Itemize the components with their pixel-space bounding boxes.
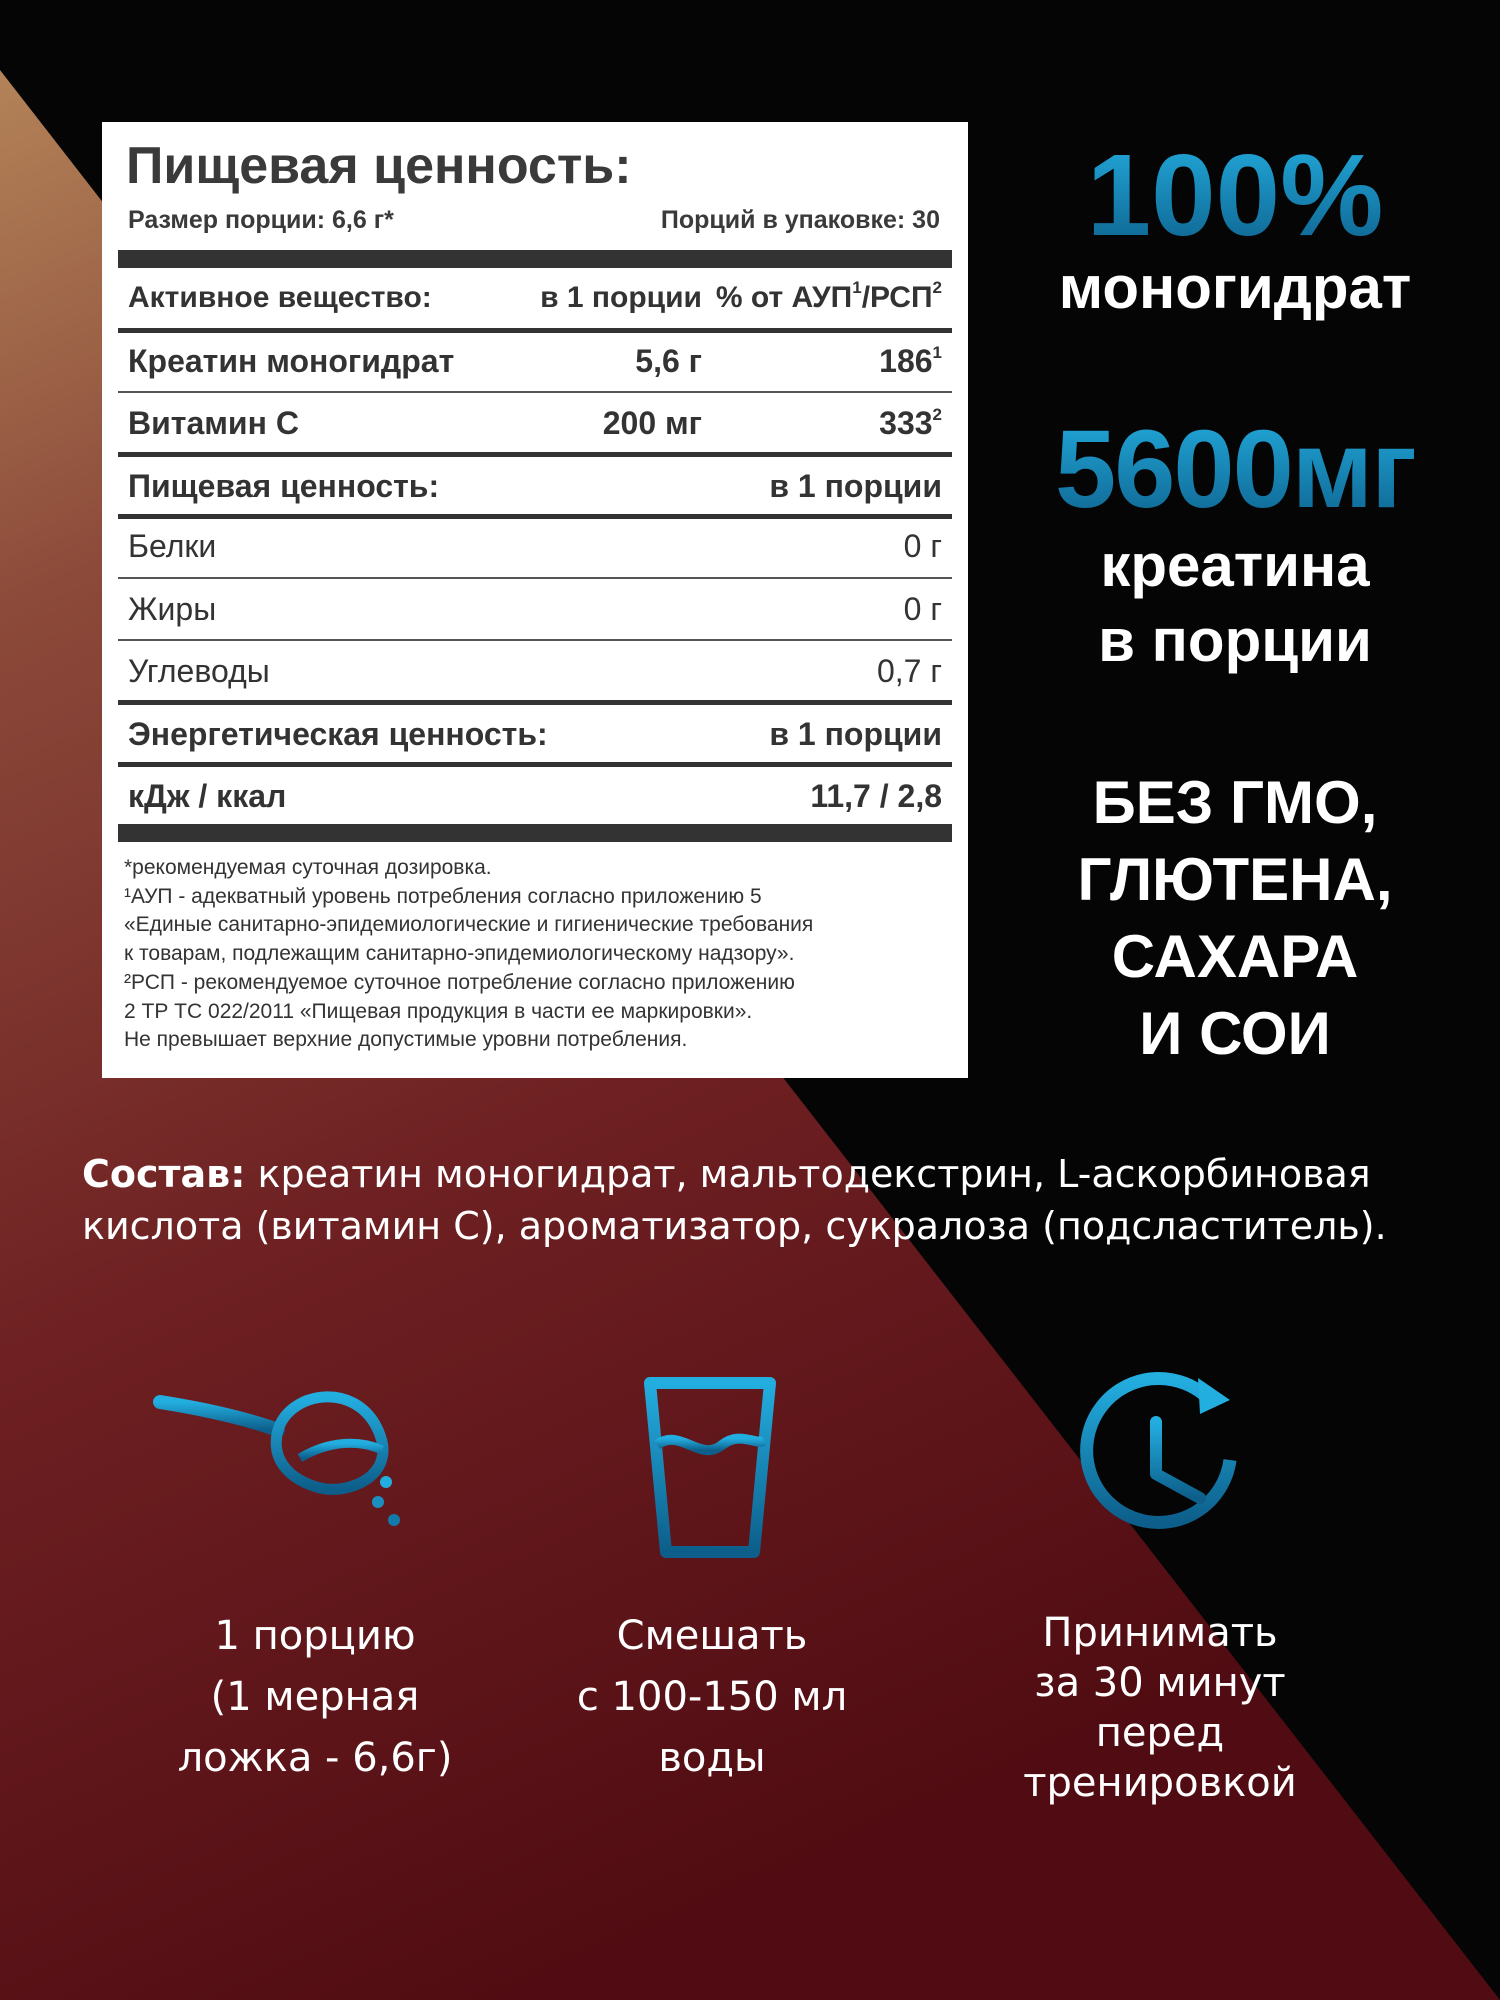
row-name: Белки (128, 528, 217, 564)
table-row (128, 641, 942, 701)
active-header-percent: % от АУП$^1$/РСП$^2$ (715, 278, 942, 314)
row-name: Углеводы (128, 653, 270, 689)
step-caption-3 (980, 1608, 1340, 1808)
free-from-item: ГЛЮТЕНА, (1077, 846, 1393, 913)
free-from-item: БЕЗ ГМО, (1092, 769, 1378, 836)
caption-line: тренировкой (1023, 1760, 1297, 1806)
step-caption-2 (532, 1606, 892, 1789)
energy-header-name: Энергетическая ценность: (128, 716, 548, 752)
composition-text: креатин моногидрат, мальтодекстрин, L-аскорбиновая кислота (витамин С), ароматизатор, сукралоза (подсластитель). (82, 1152, 1387, 1248)
step-caption-1 (135, 1606, 495, 1789)
table-row (128, 393, 942, 453)
scoop-icon (150, 1370, 410, 1550)
servings-per-pack: Порций в упаковке: 30 (660, 206, 940, 234)
divider-bar (118, 824, 952, 842)
dose-claim: 5600мг (990, 405, 1480, 535)
caption-line: перед (1095, 1710, 1225, 1756)
free-from-item: И СОИ (1139, 1000, 1331, 1067)
value-header-row (128, 456, 942, 516)
energy-header-row (128, 704, 942, 764)
footnote: ²РСП - рекомендуемое суточное потребление согласно приложению (124, 970, 795, 994)
active-header-name: Активное вещество: (128, 281, 432, 314)
energy-row (128, 766, 942, 826)
value-header-per-serving: в 1 порции (769, 468, 942, 504)
caption-line: воды (658, 1735, 766, 1781)
footnote: «Единые санитарно-эпидемиологические и гигиенические требования (124, 913, 814, 937)
energy-header-per-serving: в 1 порции (769, 716, 942, 752)
percent-claim: 100% (990, 130, 1480, 260)
dose-label-1: креатина (1100, 532, 1370, 599)
row-amount: 0 г (903, 591, 942, 627)
table-row (128, 331, 942, 391)
clock-icon (1070, 1370, 1250, 1550)
row-percent: $186^1$ (879, 343, 942, 379)
caption-line: (1 мерная (210, 1674, 420, 1720)
caption-line: 1 порцию (214, 1613, 416, 1659)
glass-of-water-icon (640, 1375, 780, 1560)
caption-line: Принимать (1042, 1610, 1278, 1656)
row-amount: 5,6 г (635, 343, 702, 379)
row-name: Креатин моногидрат (128, 343, 455, 379)
caption-line: Смешать (616, 1613, 808, 1659)
row-amount: 200 мг (602, 405, 702, 441)
footnote: 2 ТР ТС 022/2011 «Пищевая продукция в части ее маркировки». (124, 999, 753, 1023)
row-amount: 11,7 / 2,8 (810, 778, 942, 814)
footnote: ¹АУП - адекватный уровень потребления согласно приложению 5 (124, 884, 762, 908)
table-row (128, 579, 942, 639)
caption-line: за 30 минут (1034, 1660, 1286, 1706)
panel-title: Пищевая ценность: (126, 137, 632, 195)
divider-bar (118, 250, 952, 268)
active-header-per-serving: в 1 порции (540, 281, 702, 314)
footnote: Не превышает верхние допустимые уровни потребления. (124, 1028, 688, 1052)
row-amount: 0,7 г (876, 653, 942, 689)
row-percent: $333^2$ (879, 405, 942, 441)
footnotes (124, 854, 954, 1055)
free-from-item: САХАРА (1111, 923, 1359, 990)
footnote: *рекомендуемая суточная дозировка. (124, 856, 492, 879)
footnote: к товарам, подлежащим санитарно-эпидемиологическому надзору». (124, 942, 795, 966)
table-row (128, 516, 942, 576)
row-name: кДж / ккал (128, 778, 287, 814)
row-amount: 0 г (903, 528, 942, 564)
row-name: Жиры (128, 591, 217, 627)
caption-line: ложка - 6,6г) (177, 1735, 453, 1781)
composition-label: Состав: (82, 1152, 246, 1196)
serving-size: Размер порции: 6,6 г* (128, 206, 394, 234)
value-header-name: Пищевая ценность: (128, 468, 440, 504)
caption-line: с 100-150 мл (576, 1674, 848, 1720)
percent-label: моногидрат (1058, 254, 1412, 321)
composition (82, 1148, 1462, 1252)
row-name: Витамин С (128, 405, 299, 441)
nutrition-facts-panel (102, 122, 968, 1078)
active-header-row (128, 268, 942, 328)
dose-label-2: в порции (1098, 607, 1372, 674)
free-from-list (1000, 764, 1470, 1072)
serving-info (128, 206, 940, 235)
